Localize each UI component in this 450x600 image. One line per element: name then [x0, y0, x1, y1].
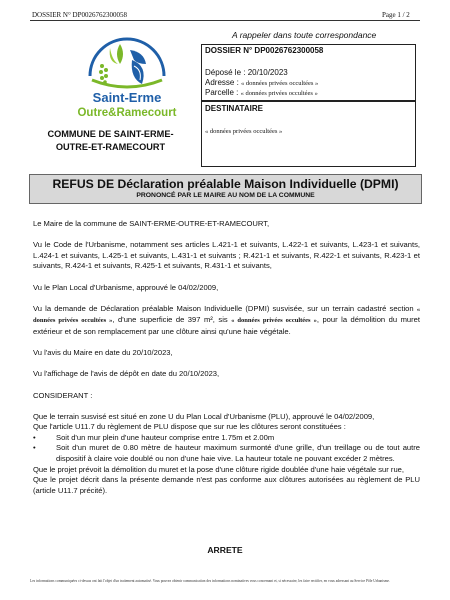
considerant-article: Que l'article U11.7 du règlement de PLU dispose que sur rue les clôtures seront constituées :	[33, 422, 346, 432]
considerant-zone: Que le terrain susvisé est situé en zone U du Plan Local d'Urbanisme (PLU), approuvé le 04/02/2009,	[33, 411, 375, 421]
demande-text-3: , pour la démolition du muret extérieur et de son remplacement par une clôture ainsi qu'une haie végétale.	[33, 315, 420, 336]
parcelle-value: « données privées occultées »	[240, 90, 318, 97]
considerant-conformite: Que le projet décrit dans la présente demande n'est pas conforme aux clôtures autorisées au règlement de PLU (article U11.7 précité).	[33, 475, 420, 495]
logo-graphic	[72, 36, 182, 126]
bullet-text: Soit d'un mur plein d'une hauteur comprise entre 1.75m et 2.00m	[56, 432, 275, 442]
affichage-paragraph: Vu l'affichage de l'avis de dépôt en date du 20/10/2023,	[33, 369, 220, 379]
depose-date: Déposé le : 20/10/2023	[205, 68, 288, 77]
commune-name: COMMUNE DE SAINT-ERME-OUTRE-ET-RAMECOURT	[47, 129, 174, 152]
decision-title-bar	[29, 174, 422, 204]
bullet-item	[33, 433, 420, 444]
adresse-value: « données privées occultées »	[241, 80, 319, 87]
commune-logo	[72, 36, 182, 126]
header-page-number: Page 1 / 2	[382, 11, 410, 19]
decision-title: REFUS DE Déclaration préalable Maison Individuelle (DPMI)	[52, 177, 399, 191]
bullet-mark: •	[33, 432, 36, 442]
correspondence-note: A rappeler dans toute correspondance	[232, 30, 377, 40]
header-divider	[30, 20, 420, 21]
demande-paragraph	[33, 304, 420, 338]
adresse-line	[205, 78, 318, 87]
destinataire-title: DESTINATAIRE	[205, 104, 263, 113]
footer-notice: Les informations communiquées ci-dessus ont fait l'objet d'un traitement automatisé. Vous pouvez obtenir communication des informations nominatives vous concernant et, si nécessaire, les faire rectifier, en vous adressant au Service Pôle Urbanisme.	[30, 579, 390, 583]
considerant-heading: CONSIDERANT :	[33, 390, 93, 400]
maire-paragraph: Le Maire de la commune de SAINT-ERME-OUTRE-ET-RAMECOURT,	[33, 219, 270, 228]
destinataire-box	[201, 101, 416, 167]
logo-text-line1: Saint-Erme	[92, 90, 162, 105]
arrete-heading: ARRETE	[207, 545, 243, 555]
bullet-text: Soit d'un muret de 0.80 mètre de hauteur maximum surmonté d'une grille, d'un treillage ou de tout autre dispositif à claire voie doublé ou non d'une haie vive. La hauteur totale ne pouvant excéder 2 mètres.	[56, 443, 420, 464]
avis-paragraph: Vu l'avis du Maire en date du 20/10/2023,	[33, 348, 173, 358]
demande-text-1: Vu la demande de Déclaration préalable Maison Individuelle (DPMI) susvisée, sur un terrain cadastré section	[33, 303, 417, 313]
parcelle-line	[205, 88, 318, 97]
adresse-label: Adresse :	[205, 78, 242, 87]
logo-text-line2: Outre&Ramecourt	[77, 107, 177, 119]
parcelle-label: Parcelle :	[205, 88, 241, 97]
dossier-box-title: DOSSIER N° DP0026762300058	[205, 46, 324, 55]
dossier-box	[201, 44, 416, 101]
header-dossier: DOSSIER N° DP0026762300058	[32, 11, 127, 19]
decision-body	[33, 219, 420, 496]
demande-text-2: , d'une superficie de 397 m², sis	[112, 315, 232, 325]
bullet-mark: •	[33, 443, 36, 453]
demande-private-2: « données privées occultées »	[231, 317, 317, 325]
bullet-item	[33, 443, 420, 464]
plu-paragraph: Vu le Plan Local d'Urbanisme, approuvé le 04/02/2009,	[33, 282, 219, 292]
decision-subtitle: PRONONCÉ PAR LE MAIRE AU NOM DE LA COMMUNE	[136, 192, 315, 199]
code-paragraph: Vu le Code de l'Urbanisme, notamment ses articles L.421-1 et suivants, L.422-1 et suivants, L.423-1 et suivants, L.424-1 et suivants, L.425-1 et suivants, L.431-1 et suivants ; R.421-1 et suivants, R.422-1 et suivants, R.423-1 et suivants, R.424-1 et suivants, R.425-1 et suivants, R.431-1 et suivants,	[33, 240, 420, 271]
considerant-projet: Que le projet prévoit la démolition du muret et la pose d'une clôture rigide doublée d'une haie végétale sur rue,	[33, 464, 405, 474]
destinataire-value: « données privées occultées »	[205, 128, 283, 135]
demande-private-1: « données privées occultées »	[33, 305, 420, 325]
